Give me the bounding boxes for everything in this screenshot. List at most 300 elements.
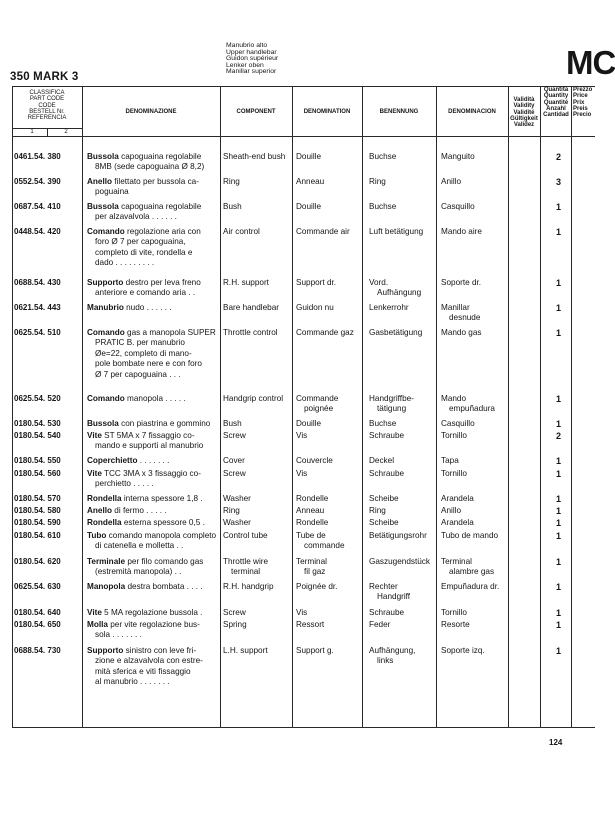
benennung-de-line: Aufhängung, [369, 646, 416, 655]
component-name [223, 646, 268, 656]
component-name-line: Sheath-end bush [223, 152, 286, 161]
quantity: 1 [556, 227, 562, 237]
part-code: 0448.54. 420 [14, 227, 61, 236]
benennung-de-line: Schraube [369, 431, 405, 440]
denomination-fr-line: Commande gaz [296, 328, 354, 337]
denomination-fr-line: Support g. [296, 646, 334, 655]
description-line: Vite 5 MA regolazione bussola . [87, 608, 203, 617]
header-price-line: Preis [573, 105, 588, 112]
component-name-line: Ring [223, 177, 240, 186]
denomination-fr-line: Vis [296, 608, 308, 617]
benennung-de [369, 456, 394, 466]
denomination-fr [296, 202, 321, 212]
description-line: Molla per vite regolazione bus- [87, 620, 200, 629]
denominacion-es-line: alambre gas [449, 567, 495, 577]
description-keyword: Comando [87, 394, 125, 403]
description-line: Rondella interna spessore 1,8 . [87, 494, 203, 503]
denomination-fr [296, 531, 345, 552]
component-name-line: Bush [223, 419, 242, 428]
column-divider [436, 86, 437, 727]
description-line: dado . . . . . . . . . [95, 258, 155, 268]
benennung-de-line: Gaszugendstück [369, 557, 430, 566]
description-line: Comando gas a manopola SUPER [87, 328, 216, 337]
description-line: zione e alzavalvola con estre- [95, 656, 203, 666]
component-name-line: Throttle control [223, 328, 278, 337]
description-keyword: Terminale [87, 557, 126, 566]
denomination-fr [296, 557, 327, 578]
header-quantity-line: Cantidad [543, 112, 569, 119]
denominacion-es [441, 469, 467, 479]
benennung-de [369, 227, 423, 237]
quantity: 1 [556, 506, 562, 516]
quantity: 1 [556, 394, 562, 404]
column-divider [362, 86, 363, 727]
denominacion-es [441, 152, 475, 162]
benennung-de-line: Buchse [369, 419, 397, 428]
header-quantity-line: Quantité [543, 99, 569, 106]
section-title-line: Lenker oben [226, 61, 264, 69]
description-line: Vite ST 5MA x 7 fissaggio co- [87, 431, 195, 440]
part-code: 0180.54. 580 [14, 506, 61, 515]
denominacion-es-line: Tornillo [441, 608, 467, 617]
denomination-fr [296, 582, 337, 592]
description-keyword: Comando [87, 227, 125, 236]
denominacion-es [441, 531, 498, 541]
benennung-de [369, 328, 422, 338]
quantity: 1 [556, 608, 562, 618]
part-description [87, 531, 216, 552]
benennung-de-line: Feder [369, 620, 391, 629]
component-name [223, 419, 242, 429]
quantity: 3 [556, 177, 562, 187]
description-line: anteriore e comando aria . . [95, 288, 196, 298]
description-line: Comando manopola . . . . . [87, 394, 186, 403]
model-title: 350 MARK 3 [10, 71, 79, 83]
header-validity-line: Validez [513, 122, 535, 129]
column-divider [82, 86, 83, 727]
component-name [223, 469, 246, 479]
benennung-de-line: Schraube [369, 469, 405, 478]
part-code: 0180.54. 540 [14, 431, 61, 440]
benennung-de-line: Deckel [369, 456, 395, 465]
benennung-de-line: tätigung [377, 404, 407, 414]
quantity: 1 [556, 303, 562, 313]
benennung-de-line: Aufhängung [377, 288, 422, 298]
section-title-line: Upper handlebar [226, 48, 277, 56]
header-denominazione: DENOMINAZIONE [125, 109, 177, 115]
denominacion-es-line: Manguito [441, 152, 475, 161]
denominacion-es-line: Empuñadura dr. [441, 582, 500, 591]
header-validity-line: Validité [513, 109, 535, 116]
benennung-de-line: Schraube [369, 608, 405, 617]
quantity: 1 [556, 557, 562, 567]
component-name [223, 494, 251, 504]
benennung-de-line: links [377, 656, 394, 666]
part-code: 0625.54. 520 [14, 394, 61, 403]
component-name-line: R.H. handgrip [223, 582, 274, 591]
header-price-line: Price [573, 93, 588, 100]
quantity: 1 [556, 419, 562, 429]
part-description [87, 177, 199, 198]
benennung-de-line: Buchse [369, 152, 397, 161]
denomination-fr-line: Support dr. [296, 278, 337, 287]
benennung-de-line: Scheibe [369, 494, 399, 503]
denomination-fr [296, 227, 350, 237]
part-code: 0180.54. 610 [14, 531, 61, 540]
part-code: 0688.54. 730 [14, 646, 61, 655]
part-description [87, 456, 169, 466]
quantity: 1 [556, 531, 562, 541]
description-line: pole bombate nere e con foro [95, 359, 202, 369]
benennung-de-line: Lenkerrohr [369, 303, 409, 312]
denominacion-es-line: Arandela [441, 518, 474, 527]
part-code: 0621.54. 443 [14, 303, 61, 312]
page-number: 124 [549, 738, 563, 747]
description-line: completo di vite, rondella e [95, 247, 193, 257]
header-quantity-line: Quantità [543, 87, 569, 93]
denominacion-es-line: Mando aire [441, 227, 482, 236]
denomination-fr [296, 620, 324, 630]
benennung-de [369, 419, 396, 429]
denomination-fr-line: Guidon nu [296, 303, 334, 312]
denominacion-es [441, 582, 499, 592]
denomination-fr-line: Anneau [296, 506, 325, 515]
part-code: 0180.54. 570 [14, 494, 61, 503]
denomination-fr [296, 646, 334, 656]
description-line: Supporto sinistro con leve fri- [87, 646, 197, 655]
description-keyword: Bussola [87, 419, 119, 428]
part-code: 0625.54. 630 [14, 582, 61, 591]
denominacion-es-line: Manillar [441, 303, 470, 312]
denominacion-es-line: Mando gas [441, 328, 482, 337]
denomination-fr-line: Commande [296, 394, 339, 403]
description-keyword: Vite [87, 469, 102, 478]
description-line: Coperchietto . . . . . . . [87, 456, 170, 465]
description-line: Manubrio nudo . . . . . . [87, 303, 172, 312]
denominacion-es [441, 518, 474, 528]
denominacion-es-line: empuñadura [449, 404, 495, 414]
column-divider [12, 86, 13, 727]
denomination-fr [296, 278, 336, 288]
component-name-line: terminal [231, 567, 261, 577]
header-code-line: BESTELL Nr. [29, 108, 65, 115]
component-name-line: Ring [223, 506, 240, 515]
denominacion-es [441, 177, 461, 187]
component-name [223, 152, 285, 162]
component-name [223, 227, 260, 237]
denomination-fr-line: Ressort [296, 620, 325, 629]
component-name-line: Bare handlebar [223, 303, 279, 312]
part-description [87, 620, 200, 641]
quantity: 1 [556, 620, 562, 630]
header-price-line: Prix [573, 99, 585, 106]
component-name [223, 177, 240, 187]
description-line: foro Ø 7 per capoguaina, [95, 237, 186, 247]
quantity: 2 [556, 152, 562, 162]
part-description [87, 202, 201, 223]
denominacion-es-line: Anillo [441, 506, 462, 515]
denominacion-es [441, 419, 475, 429]
description-keyword: Molla [87, 620, 108, 629]
component-name-line: Washer [223, 518, 251, 527]
section-title-line: Manillar superior [226, 68, 277, 76]
part-code: 0180.54. 650 [14, 620, 61, 629]
description-line: Anello filettato per bussola ca- [87, 177, 199, 186]
denomination-fr-line: Anneau [296, 177, 325, 186]
column-divider [220, 86, 221, 727]
description-line: di catenella e molletta . . [95, 541, 184, 551]
part-description [87, 152, 204, 173]
denomination-fr-line: Terminal [296, 557, 327, 566]
quantity: 1 [556, 278, 562, 288]
denominacion-es [441, 506, 461, 516]
part-code: 0180.54. 560 [14, 469, 61, 478]
denomination-fr-line: Douille [296, 202, 322, 211]
header-code-sub-1: 1 [30, 129, 34, 135]
component-name-line: Spring [223, 620, 247, 629]
header-component: COMPONENT [236, 109, 276, 115]
denomination-fr [296, 177, 324, 187]
benennung-de [369, 303, 409, 313]
benennung-de-line: Luft betätigung [369, 227, 424, 236]
column-divider [540, 86, 541, 727]
denomination-fr [296, 494, 328, 504]
denominacion-es-line: Terminal [441, 557, 472, 566]
description-keyword: Coperchietto [87, 456, 138, 465]
component-name [223, 456, 245, 466]
denominacion-es [441, 608, 467, 618]
description-line: Bussola con piastrina e gommino [87, 419, 211, 428]
denomination-fr-line: Tube de [296, 531, 326, 540]
denomination-fr-line: commande [304, 541, 345, 551]
benennung-de [369, 278, 421, 299]
benennung-de [369, 177, 386, 187]
denominacion-es [441, 557, 494, 578]
column-divider [508, 86, 509, 727]
part-code: 0687.54. 410 [14, 202, 61, 211]
component-name-line: L.H. support [223, 646, 268, 655]
denomination-fr [296, 431, 307, 441]
column-divider [292, 86, 293, 727]
denominacion-es-line: Tubo de mando [441, 531, 499, 540]
benennung-de-line: Buchse [369, 202, 397, 211]
denomination-fr [296, 419, 321, 429]
benennung-de-line: Handgriff [377, 592, 411, 602]
denominacion-es-line: Arandela [441, 494, 474, 503]
quantity: 1 [556, 646, 562, 656]
component-name-line: Screw [223, 431, 246, 440]
denominacion-es [441, 227, 482, 237]
benennung-de [369, 469, 404, 479]
description-line: Vite TCC 3MA x 3 fissaggio co- [87, 469, 201, 478]
header-quantity [541, 87, 571, 118]
description-line: mando e supporti al manubrio [95, 441, 204, 451]
component-name [223, 303, 279, 313]
benennung-de-line: Handgriffbe- [369, 394, 414, 403]
denomination-fr-line: Rondelle [296, 494, 329, 503]
description-line: per alzavalvola . . . . . . [95, 212, 177, 222]
denomination-fr [296, 506, 324, 516]
benennung-de [369, 152, 396, 162]
description-line: Bussola capoguaina regolabile [87, 152, 202, 161]
description-line: 8MB (sede capoguaina Ø 8,2) [95, 162, 205, 172]
description-line: Ø 7 per capoguaina . . . [95, 369, 181, 379]
description-keyword: Supporto [87, 646, 124, 655]
header-code-line: CODE [38, 102, 56, 109]
part-description [87, 469, 201, 490]
part-description [87, 582, 203, 592]
benennung-de-line: Ring [369, 506, 386, 515]
part-code: 0552.54. 390 [14, 177, 61, 186]
brand-logo-text: MC [566, 44, 615, 81]
component-name [223, 531, 268, 541]
part-description [87, 646, 203, 688]
denomination-fr-line: Vis [296, 431, 308, 440]
component-name-line: Throttle wire [223, 557, 269, 566]
benennung-de [369, 620, 390, 630]
denomination-fr-line: Rondelle [296, 518, 329, 527]
header-price-line: Precio [573, 112, 592, 119]
quantity: 1 [556, 202, 562, 212]
part-description [87, 518, 205, 528]
component-name [223, 431, 246, 441]
description-keyword: Rondella [87, 494, 122, 503]
denomination-fr [296, 303, 334, 313]
denomination-fr-line: Douille [296, 152, 322, 161]
benennung-de-line: Rechter [369, 582, 398, 591]
denominacion-es [441, 278, 481, 288]
description-line: al manubrio . . . . . . . [95, 677, 170, 687]
description-keyword: Vite [87, 608, 102, 617]
section-title-line: Guidon supérieur [226, 55, 279, 63]
component-name-line: Screw [223, 608, 246, 617]
component-name [223, 582, 274, 592]
component-name [223, 278, 269, 288]
quantity: 1 [556, 456, 562, 466]
denominacion-es-line: Casquillo [441, 202, 475, 211]
denominacion-es-line: Mando [441, 394, 467, 403]
part-code: 0180.54. 530 [14, 419, 61, 428]
header-denomination: DENOMINATION [303, 109, 351, 115]
denominacion-es-line: Tornillo [441, 431, 467, 440]
component-name-line: Handgrip control [223, 394, 284, 403]
component-name-line: Cover [223, 456, 245, 465]
description-line: PRATIC B. per manubrio [95, 338, 185, 348]
denominacion-es [441, 431, 467, 441]
component-name-line: Air control [223, 227, 260, 236]
header-quantity-line: Quantity [543, 93, 569, 100]
description-line: poguaina [95, 187, 129, 197]
header-validity-line: Validità [513, 97, 535, 103]
benennung-de [369, 394, 414, 415]
denominacion-es-line: Tapa [441, 456, 459, 465]
denomination-fr-line: Commande air [296, 227, 350, 236]
denomination-fr-line: Vis [296, 469, 308, 478]
part-description [87, 431, 203, 452]
description-line: Manopola destra bombata . . . . [87, 582, 203, 591]
benennung-de [369, 431, 404, 441]
benennung-de-line: Ring [369, 177, 386, 186]
denominacion-es-line: desnude [449, 313, 481, 323]
header-price-line: Prezzo [573, 87, 593, 93]
benennung-de-line: Betätigungsrohr [369, 531, 427, 540]
quantity: 1 [556, 518, 562, 528]
benennung-de [369, 582, 410, 603]
header-code-line: REFERENCIA [27, 115, 67, 122]
description-keyword: Manopola [87, 582, 126, 591]
header-code-line: PART CODE [29, 96, 65, 103]
benennung-de [369, 608, 404, 618]
description-line: Terminale per filo comando gas [87, 557, 204, 566]
denominacion-es-line: Anillo [441, 177, 462, 186]
denomination-fr [296, 518, 328, 528]
header-denominacion: DENOMINACION [448, 109, 496, 115]
description-line: (estremità manopola) . . [95, 567, 182, 577]
part-code: 0688.54. 430 [14, 278, 61, 287]
denominacion-es [441, 303, 480, 324]
component-name [223, 608, 246, 618]
benennung-de-line: Gasbetätigung [369, 328, 423, 337]
quantity: 1 [556, 328, 562, 338]
component-name [223, 328, 278, 338]
component-name-line: Control tube [223, 531, 268, 540]
header-benennung: BENENNUNG [379, 109, 419, 115]
description-keyword: Comando [87, 328, 125, 337]
denominacion-es-line: Tornillo [441, 469, 467, 478]
description-line: sola . . . . . . . [95, 630, 142, 640]
part-code: 0625.54. 510 [14, 328, 61, 337]
part-description [87, 494, 203, 504]
header-validity-line: Validity [513, 103, 535, 110]
benennung-de-line: Vord. [369, 278, 389, 287]
component-name [223, 394, 283, 404]
description-keyword: Rondella [87, 518, 122, 527]
denominacion-es-line: Casquillo [441, 419, 475, 428]
component-name [223, 518, 251, 528]
quantity: 2 [556, 431, 562, 441]
part-description [87, 328, 216, 380]
benennung-de [369, 518, 399, 528]
part-code: 0180.54. 640 [14, 608, 61, 617]
column-divider [571, 86, 572, 727]
denominacion-es [441, 202, 475, 212]
denomination-fr [296, 608, 307, 618]
description-line: Bussola capoguaina regolabile [87, 202, 202, 211]
description-keyword: Bussola [87, 152, 119, 161]
part-description [87, 419, 210, 429]
component-name-line: R.H. support [223, 278, 269, 287]
component-name [223, 620, 247, 630]
benennung-de [369, 202, 396, 212]
benennung-de [369, 531, 427, 541]
part-description [87, 227, 201, 269]
denomination-fr [296, 152, 321, 162]
benennung-de [369, 494, 399, 504]
denominacion-es [441, 456, 459, 466]
denomination-fr-line: poignée [304, 404, 334, 414]
denominacion-es [441, 646, 485, 656]
table-bottom-border [12, 727, 595, 728]
header-code-line: CLASSIFICA [29, 90, 65, 96]
denomination-fr-line: Douille [296, 419, 322, 428]
part-description [87, 394, 186, 404]
denominacion-es [441, 328, 482, 338]
denomination-fr [296, 328, 354, 338]
component-name-line: Bush [223, 202, 242, 211]
part-code: 0180.54. 550 [14, 456, 61, 465]
denomination-fr-line: fil gaz [304, 567, 326, 577]
header-code-sub-2: 2 [64, 129, 68, 135]
